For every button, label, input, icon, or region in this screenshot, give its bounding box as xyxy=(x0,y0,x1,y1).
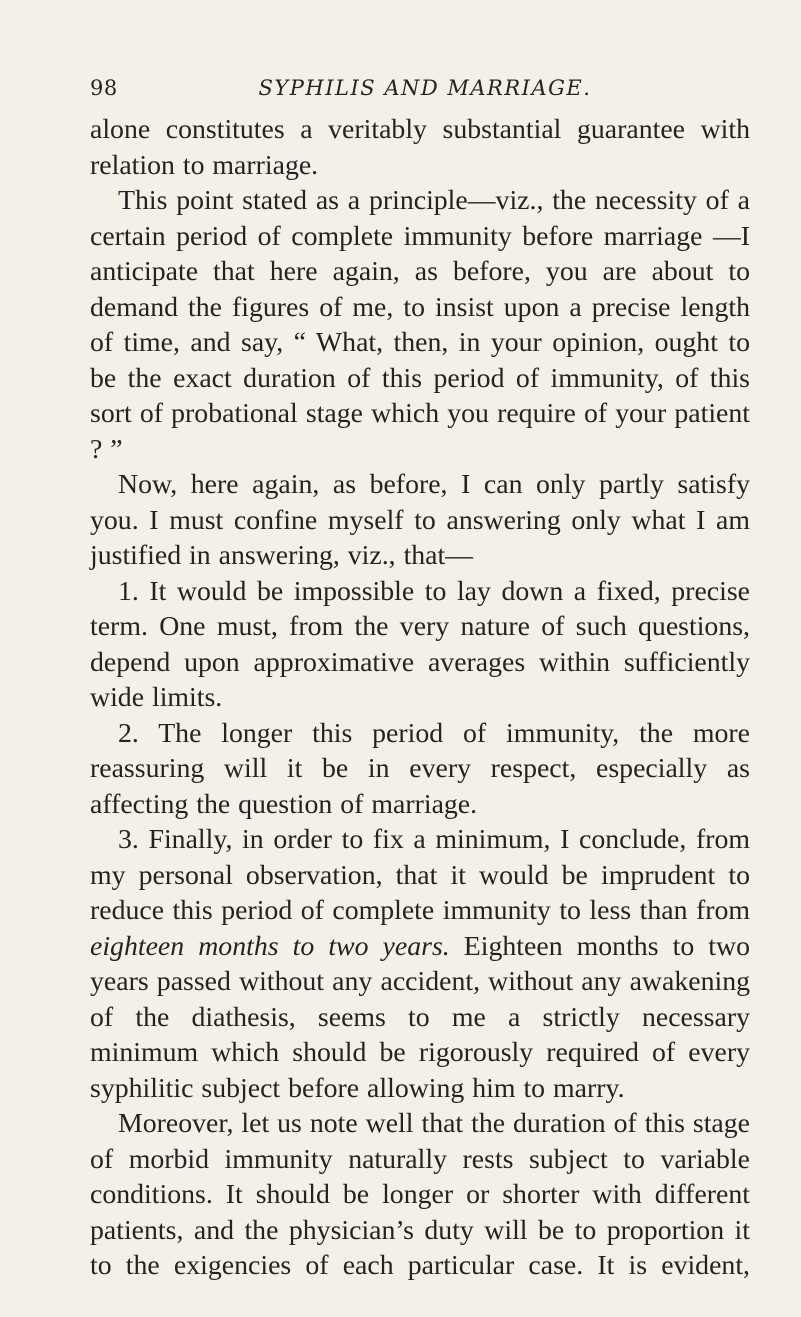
page-number: 98 xyxy=(90,76,118,100)
paragraph-1: alone constitutes a veritably substantial guarantee with relation to marriage. xyxy=(90,114,750,181)
point-3-text-before: 3. Finally, in order to fix a minimum, I conclude, from my personal observation, that it would be imprudent to reduce this period of complete immunity to less than from xyxy=(90,824,750,926)
paragraph-3: Now, here again, as before, I can only partly satisfy you. I must confine myself to answering only what I am justified in answering, viz., that— xyxy=(90,469,750,571)
paragraph-7: Moreover, let us note well that the duration of this stage of morbid immunity naturally rests subject to variable conditions. It should be longer or shorter with different patients, and the physician’s duty will be to proportion it to the exigencies of each particular case. It is evident, xyxy=(90,1108,750,1281)
paragraph-5-point-2: 2. The longer this period of immunity, the more reassuring will it be in every respect, especially as affecting the question of marriage. xyxy=(90,717,750,820)
point-3-text-after: Eighteen months to two years passed without any accident, without any awakening of the diathesis, seems to me a strictly necessary minimum which should be rigorously required of every syphilitic subject before allowing him to marry. xyxy=(90,930,750,1104)
body-text xyxy=(90,112,750,1284)
paragraph-4-point-1: 1. It would be impossible to lay down a fixed, precise term. One must, from the very nature of such questions, depend upon approximative averages within sufficiently wide limits. xyxy=(90,575,750,713)
running-title: SYPHILIS AND MARRIAGE. xyxy=(258,76,592,100)
paragraph-2: This point stated as a principle—viz., the necessity of a certain period of complete immunity before marriage —I anticipate that here again, as before, you are about to demand the figures of me, to insist upon a precise length of time, and say, “ What, then, in your opinion, ought to be the exact duration of this period of immunity, of this sort of probational stage which you require of your patient ? ” xyxy=(90,185,750,465)
paragraph-6-point-3 xyxy=(90,822,750,1106)
page-header xyxy=(90,76,750,106)
point-3-emphasis: eighteen months to two years. xyxy=(90,930,450,962)
